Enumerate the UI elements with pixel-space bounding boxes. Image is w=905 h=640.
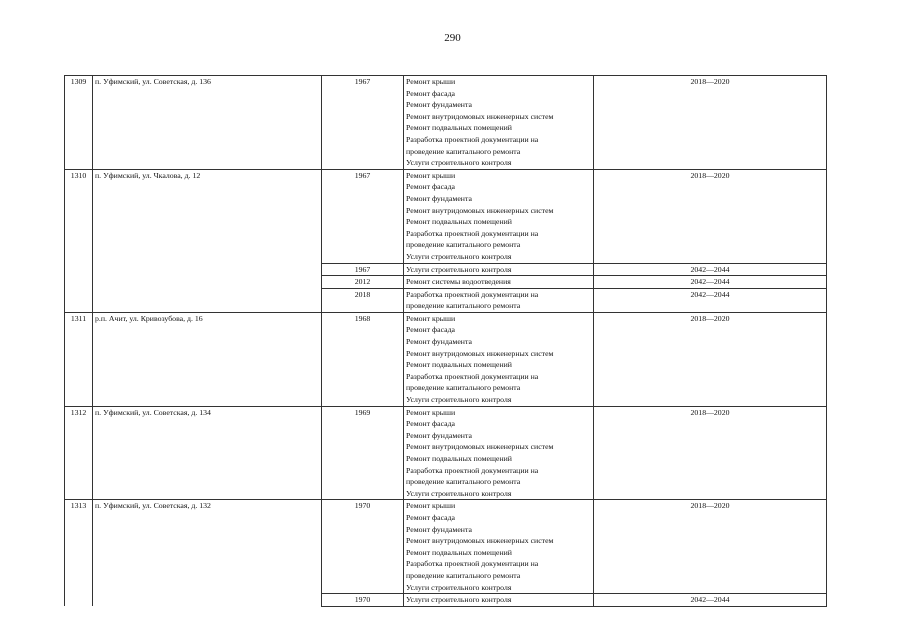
period-cell: 2042—2044 xyxy=(594,276,827,289)
table-row xyxy=(65,312,827,406)
works-cell xyxy=(404,76,594,170)
work-item: Ремонт крыши xyxy=(406,77,456,86)
year-cell: 1970 xyxy=(322,500,404,594)
work-item: Разработка проектной документации на xyxy=(406,228,539,238)
work-item: проведение капитального ремонта xyxy=(406,570,521,580)
work-item: Ремонт внутридомовых инженерных систем xyxy=(406,205,554,215)
works-cell xyxy=(404,500,594,594)
year-cell: 1969 xyxy=(322,406,404,500)
building-address: п. Уфимский, ул. Советская, д. 134 xyxy=(93,406,322,500)
work-item: Ремонт фасада xyxy=(406,419,456,429)
works-cell xyxy=(404,594,594,607)
period-cell: 2018—2020 xyxy=(594,169,827,263)
row-number: 1311 xyxy=(65,312,93,406)
work-item: Услуги строительного контроля xyxy=(406,595,512,605)
year-cell: 1968 xyxy=(322,312,404,406)
work-item: проведение капитального ремонта xyxy=(406,383,521,393)
work-item: Ремонт внутридомовых инженерных систем xyxy=(406,111,554,121)
works-cell xyxy=(404,276,594,289)
table-row xyxy=(65,169,827,263)
year-cell: 2018 xyxy=(322,288,404,312)
work-item: Ремонт фундамента xyxy=(406,430,472,440)
work-item: Ремонт крыши xyxy=(406,313,456,323)
work-item: Разработка проектной документации на xyxy=(406,559,539,569)
work-item: Ремонт подвальных помещений xyxy=(406,360,512,370)
work-item: Ремонт подвальных помещений xyxy=(406,217,512,227)
work-item: Ремонт фундамента xyxy=(406,337,472,347)
work-item: Услуги строительного контроля xyxy=(406,488,512,498)
work-item: проведение капитального ремонта xyxy=(406,146,521,156)
work-item: проведение капитального ремонта xyxy=(406,301,521,311)
year-cell: 1967 xyxy=(322,169,404,263)
period-cell: 2018—2020 xyxy=(594,406,827,500)
works-cell xyxy=(404,169,594,263)
work-item: Ремонт подвальных помещений xyxy=(406,547,512,557)
work-item: Услуги строительного контроля xyxy=(406,582,512,592)
building-address: р.п. Ачит, ул. Кривозубова, д. 16 xyxy=(93,312,322,406)
building-address: п. Уфимский, ул. Чкалова, д. 12 xyxy=(93,169,322,312)
work-item: Ремонт фасада xyxy=(406,325,456,335)
table-row xyxy=(65,500,827,594)
works-cell xyxy=(404,263,594,276)
work-item: Услуги строительного контроля xyxy=(406,395,512,405)
work-item: Ремонт внутридомовых инженерных систем xyxy=(406,442,554,452)
period-cell: 2042—2044 xyxy=(594,594,827,607)
period-cell: 2018—2020 xyxy=(594,500,827,594)
work-item: Ремонт крыши xyxy=(406,407,456,417)
row-number: 1309 xyxy=(65,76,93,170)
row-number: 1313 xyxy=(65,500,93,606)
work-item: Ремонт крыши xyxy=(406,501,456,511)
work-item: Разработка проектной документации на xyxy=(406,134,539,144)
work-item: Разработка проектной документации на xyxy=(406,465,539,475)
year-cell: 1967 xyxy=(322,76,404,170)
year-cell: 1970 xyxy=(322,594,404,607)
work-item: Ремонт фундамента xyxy=(406,524,472,534)
work-item: Услуги строительного контроля xyxy=(406,264,512,274)
period-cell: 2018—2020 xyxy=(594,312,827,406)
work-item: Услуги строительного контроля xyxy=(406,158,512,168)
works-cell xyxy=(404,312,594,406)
work-item: Ремонт фасада xyxy=(406,88,456,98)
works-cell xyxy=(404,406,594,500)
work-item: Разработка проектной документации на xyxy=(406,371,539,381)
year-cell: 2012 xyxy=(322,276,404,289)
work-item: Ремонт внутридомовых инженерных систем xyxy=(406,536,554,546)
period-cell: 2018—2020 xyxy=(594,76,827,170)
capital-repair-table xyxy=(64,75,827,607)
work-item: Ремонт системы водоотведения xyxy=(406,277,511,287)
page-number: 290 xyxy=(444,32,461,44)
building-address: п. Уфимский, ул. Советская, д. 136 xyxy=(93,76,322,170)
work-item: Ремонт фасада xyxy=(406,512,456,522)
work-item: Разработка проектной документации на xyxy=(406,289,539,299)
work-item: Услуги строительного контроля xyxy=(406,251,512,261)
work-item: Ремонт подвальных помещений xyxy=(406,123,512,133)
work-item: Ремонт крыши xyxy=(406,170,456,180)
work-item: Ремонт фасада xyxy=(406,182,456,192)
table-row xyxy=(65,76,827,170)
work-item: Ремонт подвальных помещений xyxy=(406,454,512,463)
work-item: Ремонт фундамента xyxy=(406,100,472,110)
work-item: Ремонт фундамента xyxy=(406,193,472,203)
row-number: 1310 xyxy=(65,169,93,312)
building-address: п. Уфимский, ул. Советская, д. 132 xyxy=(93,500,322,606)
table-body xyxy=(65,76,827,607)
works-cell xyxy=(404,288,594,312)
row-number: 1312 xyxy=(65,406,93,500)
period-cell: 2042—2044 xyxy=(594,263,827,276)
table-row xyxy=(65,406,827,500)
work-item: проведение капитального ремонта xyxy=(406,477,521,487)
year-cell: 1967 xyxy=(322,263,404,276)
work-item: Ремонт внутридомовых инженерных систем xyxy=(406,348,554,358)
work-item: проведение капитального ремонта xyxy=(406,240,521,250)
period-cell: 2042—2044 xyxy=(594,288,827,312)
